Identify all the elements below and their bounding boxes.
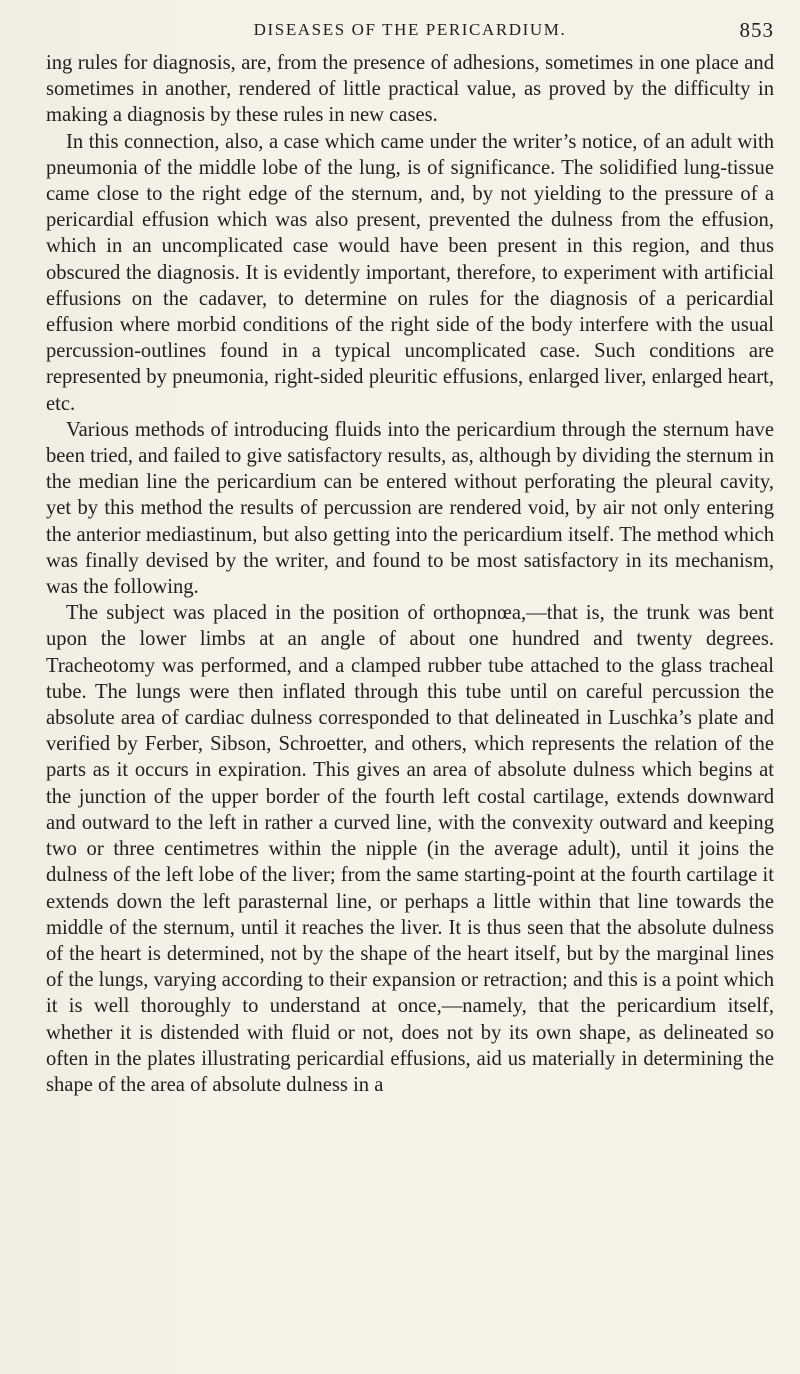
page-header xyxy=(46,14,774,48)
running-head: DISEASES OF THE PERICARDIUM. xyxy=(253,20,567,39)
body-text xyxy=(46,50,774,1098)
paragraph-procedure: The subject was placed in the position of orthopnœa,—that is, the trunk was bent upon the lower limbs at an angle of about one hundred and twenty degrees. Tracheotomy was performed, and a clamped rubber tube attached to the glass tracheal tube. The lungs were then inflated through this tube until on careful percussion the absolute area of cardiac dulness corresponded to that delineated in Luschka’s plate and verified by Ferber, Sibson, Schroetter, and others, which represents the relation of the parts as it occurs in expiration. This gives an area of absolute dulness which begins at the junction of the upper border of the fourth left costal cartilage, extends downward and outward to the left in rather a curved line, with the convexity outward and keeping two or three centimetres within the nipple (in the average adult), until it joins the dulness of the left lobe of the liver; from the same starting-point at the fourth cartilage it extends down the left parasternal line, or perhaps a little within that line towards the middle of the sternum, until it reaches the liver. It is thus seen that the absolute dulness of the heart is determined, not by the shape of the heart itself, but by the marginal lines of the lungs, varying according to their expansion or retraction; and this is a point which it is well thoroughly to understand at once,—namely, that the pericardium itself, whether it is distended with fluid or not, does not by its own shape, as delineated so often in the plates illustrating pericardial effusions, aid us materially in determining the shape of the area of absolute dulness in a xyxy=(46,602,774,1096)
paragraph-case-report: In this connection, also, a case which came under the writer’s notice, of an adult with pneumonia of the middle lobe of the lung, is of significance. The solidified lung-tissue came close to the right edge of the sternum, and, by not yielding to the pressure of a pericardial effusion which was also present, prevented the dulness from the effusion, which in an uncomplicated case would have been present in this region, and thus obscured the diagnosis. It is evidently important, therefore, to experiment with artificial effusions on the cadaver, to determine on rules for the diagnosis of a pericardial effusion where morbid conditions of the right side of the body interfere with the usual percussion-outlines found in a typical uncomplicated case. Such conditions are represented by pneumonia, right-sided pleuritic effusions, enlarged liver, enlarged heart, etc. xyxy=(46,130,774,415)
page-number: 853 xyxy=(739,18,774,42)
paragraph-continued: ing rules for diagnosis, are, from the presence of adhesions, sometimes in one place and sometimes in another, rendered of little practical value, as proved by the difficulty in making a diagnosis by these rules in new cases. xyxy=(46,52,774,127)
paragraph-methods: Various methods of introducing fluids into the pericardium through the sternum have been tried, and failed to give satisfactory results, as, although by dividing the sternum in the median line the pericardium can be entered without perforating the pleural cavity, yet by this method the results of percussion are rendered void, by air not only entering the anterior mediastinum, but also getting into the pericardium itself. The method which was finally devised by the writer, and found to be most satisfactory in its mechanism, was the following. xyxy=(46,418,774,599)
